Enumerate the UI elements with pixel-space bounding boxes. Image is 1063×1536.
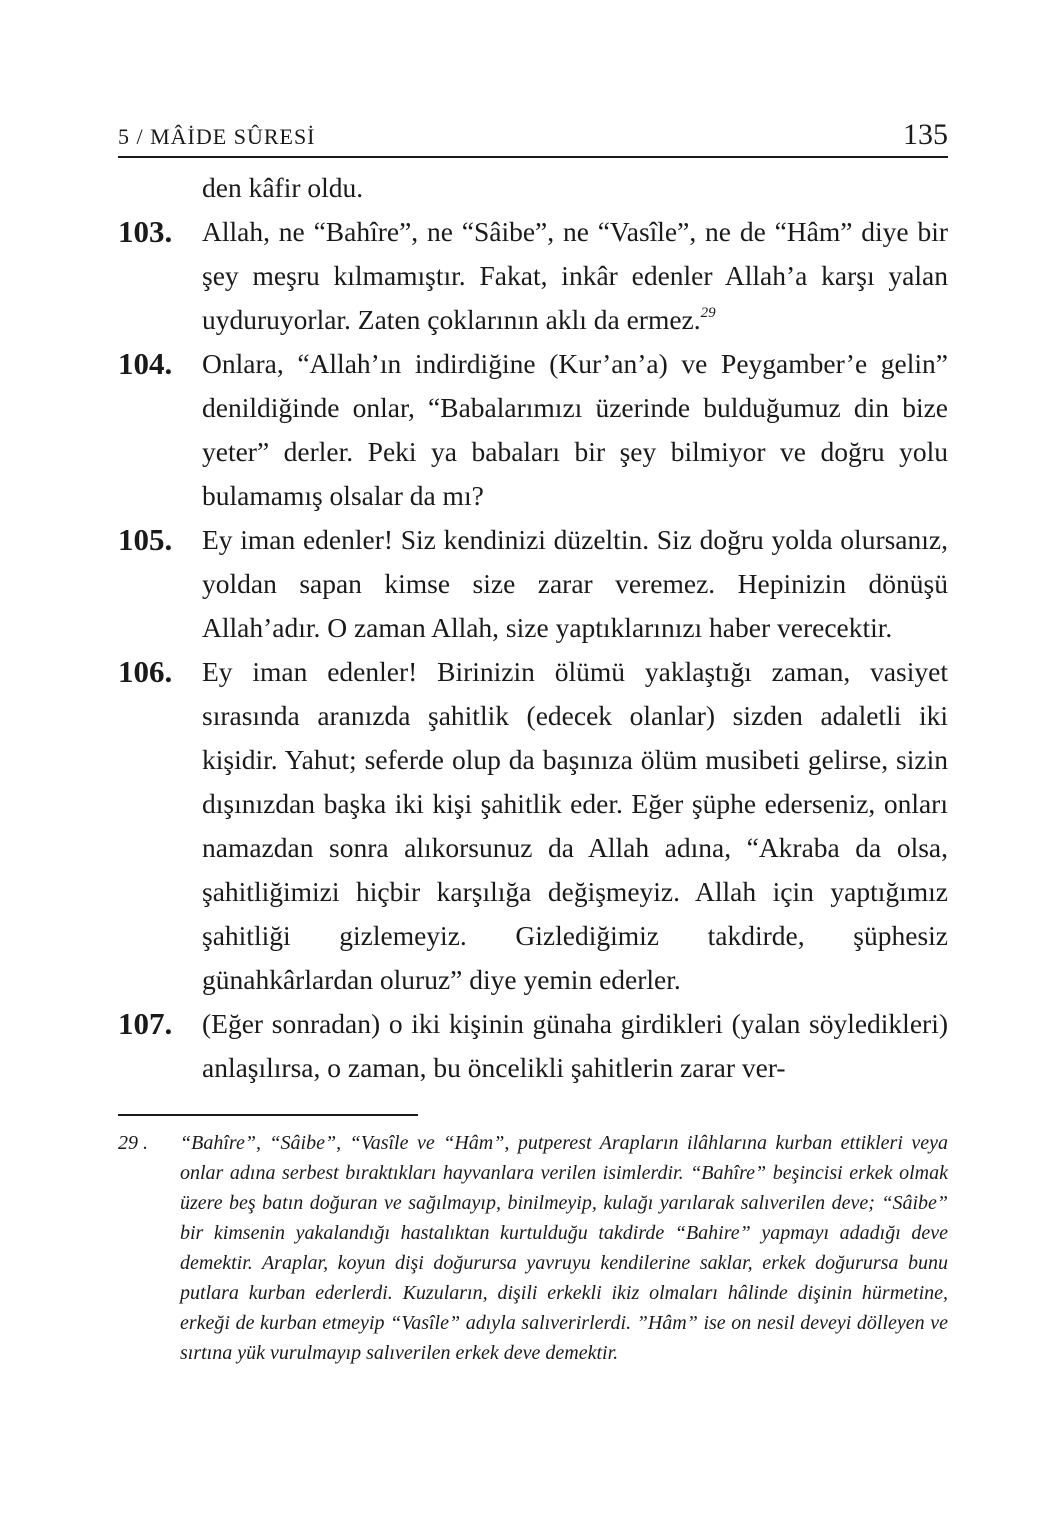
verse-number: 107. — [118, 1006, 173, 1041]
footnote-text: “Bahîre”, “Sâibe”, “Vasîle ve “Hâm”, putperest Arapların ilâhlarına kurban ettikleri veya onlar adına serbest bıraktıkları hayvanlara verilen isimlerdir. “Bahîre” beşincisi erkek olmak üzere beş batın doğuran ve sağılmayıp, binilmeyip, kulağı yarılarak salıverilen deve; “Sâibe” bir kimsenin yakalandığı hastalıktan kurtulduğu takdirde “Bahire” yapmayı adadığı deve demektir. Araplar, koyun dişi doğurursa yavruyu kendilerine saklar, erkek doğurursa bunu putlara kurban ederlerdi. Kuzuların, dişili erkekli ikiz olmaları hâlinde dişinin hürmetine, erkeği de kurban etmeyip “Vasîle” adıyla salıverirlerdi. ”Hâm” ise on nesil deveyi dölleyen ve sırtına yük vurulmayıp salıverilen erkek deve demektir. — [180, 1132, 948, 1364]
verse-continuation: den kâfir oldu. — [202, 172, 364, 203]
footnote-29 — [118, 1128, 948, 1368]
verse-number: 103. — [118, 214, 173, 249]
page-header — [118, 118, 948, 158]
verse-107 — [118, 1002, 948, 1090]
verse-text: Ey iman edenler! Birinizin ölümü yaklaştığı zaman, vasiyet sırasında aranızda şahitlik (edecek olanlar) sizden adaletli iki kişidir. Yahut; seferde olup da başınıza ölüm musibeti gelirse, sizin dışınızdan başka iki kişi şahitlik eder. Eğer şüphe ederseniz, onları namazdan sonra alıkorsunuz da Allah adına, “Akraba da olsa, şahitliğimizi hiçbir karşılığa değişmeyiz. Allah için yaptığımız şahitliği gizlemeyiz. Gizlediğimiz takdirde, şüphesiz günahkârlardan oluruz” diye yemin ederler. — [202, 656, 948, 995]
verse-103 — [118, 210, 948, 342]
verse-text: Allah, ne “Bahîre”, ne “Sâibe”, ne “Vasîle”, ne de “Hâm” diye bir şey meşru kılmamıştır. Fakat, inkâr edenler Allah’a karşı yalan uyduruyorlar. Zaten çoklarının aklı da ermez. — [202, 216, 948, 335]
verse-104 — [118, 342, 948, 518]
running-title: 5 / MÂİDE SÛRESİ — [118, 124, 316, 149]
verse-105 — [118, 518, 948, 650]
verse-text: Ey iman edenler! Siz kendinizi düzeltin. Siz doğru yolda olursanız, yoldan sapan kimse size zarar veremez. Hepinizin dönüşü Allah’adır. O zaman Allah, size yaptıklarınızı haber verecektir. — [202, 524, 948, 643]
footnote-reference[interactable]: 29 — [700, 305, 716, 321]
footnote-divider — [118, 1114, 418, 1116]
verse-number: 105. — [118, 522, 173, 557]
footnote-number: 29 . — [118, 1132, 148, 1154]
verse-number: 106. — [118, 654, 173, 689]
verse-text-block — [118, 166, 948, 1090]
page-number: 135 — [903, 118, 948, 151]
verse-number: 104. — [118, 346, 173, 381]
verse-text: (Eğer sonradan) o iki kişinin günaha girdikleri (yalan söyledikleri) anlaşılırsa, o zaman, bu öncelikli şahitlerin zarar ver- — [202, 1008, 948, 1083]
verse-text: Onlara, “Allah’ın indirdiğine (Kur’an’a) ve Peygamber’e gelin” denildiğinde onlar, “Babalarımızı üzerinde bulduğumuz din bize yeter” derler. Peki ya babaları bir şey bilmiyor ve doğru yolu bulamamış olsalar da mı? — [202, 348, 948, 511]
verse-106 — [118, 650, 948, 1002]
